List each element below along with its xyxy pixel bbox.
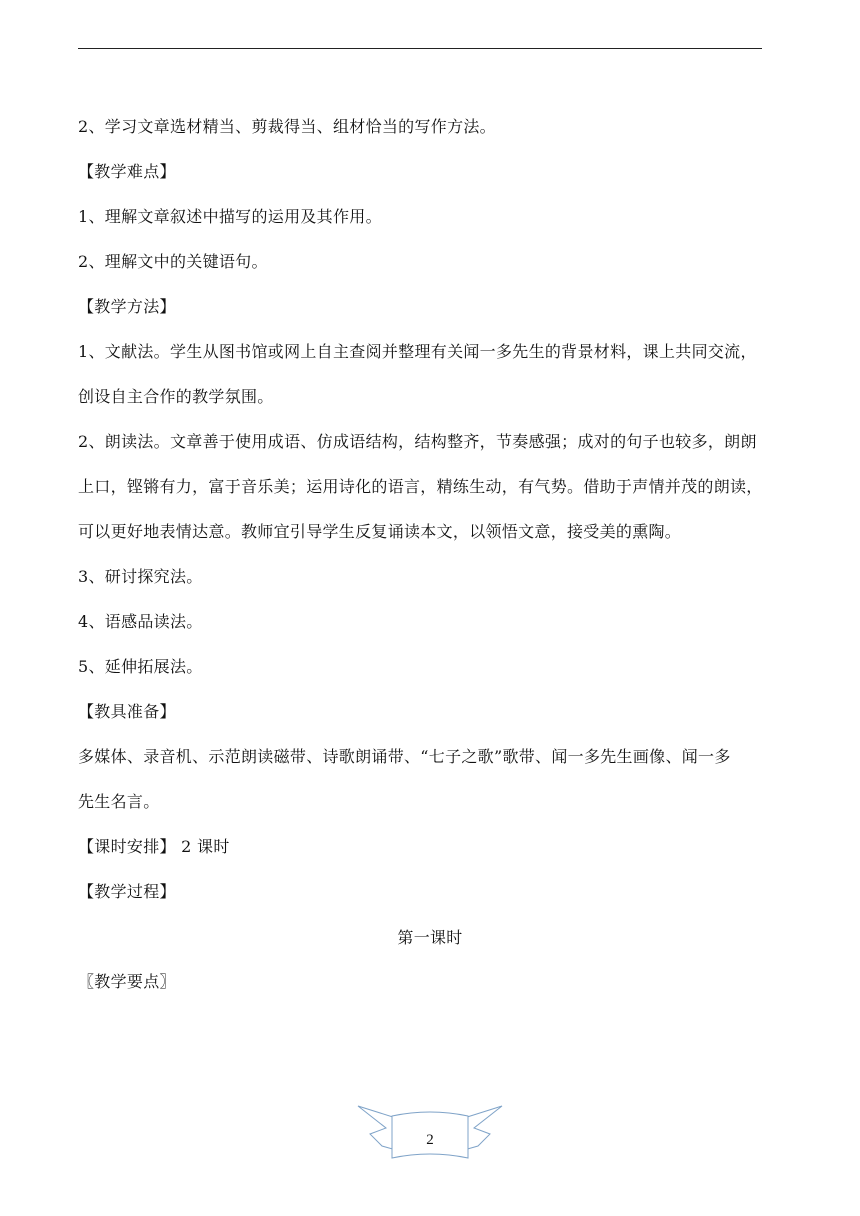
section-heading: 【教学过程】 xyxy=(78,882,176,901)
body-line: 2、朗读法。文章善于使用成语、仿成语结构，结构整齐，节奏感强；成对的句子也较多，朗朗 xyxy=(78,432,757,451)
body-line: 多媒体、录音机、示范朗读磁带、诗歌朗诵带、“七子之歌”歌带、闻一多先生画像、闻一多 xyxy=(78,747,731,766)
body-line: 上口，铿锵有力，富于音乐美；运用诗化的语言，精练生动，有气势。借助于声情并茂的朗读， xyxy=(78,477,763,496)
section-heading: 【教学方法】 xyxy=(78,297,176,316)
section-heading: 【教具准备】 xyxy=(78,702,176,721)
page-number-ribbon xyxy=(356,1104,504,1164)
body-line: 1、文献法。学生从图书馆或网上自主查阅并整理有关闻一多先生的背景材料，课上共同交流， xyxy=(78,342,757,361)
body-line: 可以更好地表情达意。教师宜引导学生反复诵读本文，以领悟文意，接受美的熏陶。 xyxy=(78,522,682,541)
subsection-heading: 〖教学要点〗 xyxy=(78,972,176,991)
section-heading: 【教学难点】 xyxy=(78,162,176,181)
body-line: 4、语感品读法。 xyxy=(78,612,203,631)
lesson-title: 第一课时 xyxy=(397,928,463,947)
page-number: 2 xyxy=(426,1132,434,1148)
body-line: 创设自主合作的教学氛围。 xyxy=(78,387,274,406)
header-rule xyxy=(78,48,762,49)
body-line: 2、学习文章选材精当、剪裁得当、组材恰当的写作方法。 xyxy=(78,117,496,136)
body-line: 先生名言。 xyxy=(78,792,160,811)
body-line: 2、理解文中的关键语句。 xyxy=(78,252,268,271)
section-heading: 【课时安排】 2 课时 xyxy=(78,837,230,856)
body-line: 3、研讨探究法。 xyxy=(78,567,203,586)
body-line: 1、理解文章叙述中描写的运用及其作用。 xyxy=(78,207,382,226)
body-line: 5、延伸拓展法。 xyxy=(78,657,203,676)
